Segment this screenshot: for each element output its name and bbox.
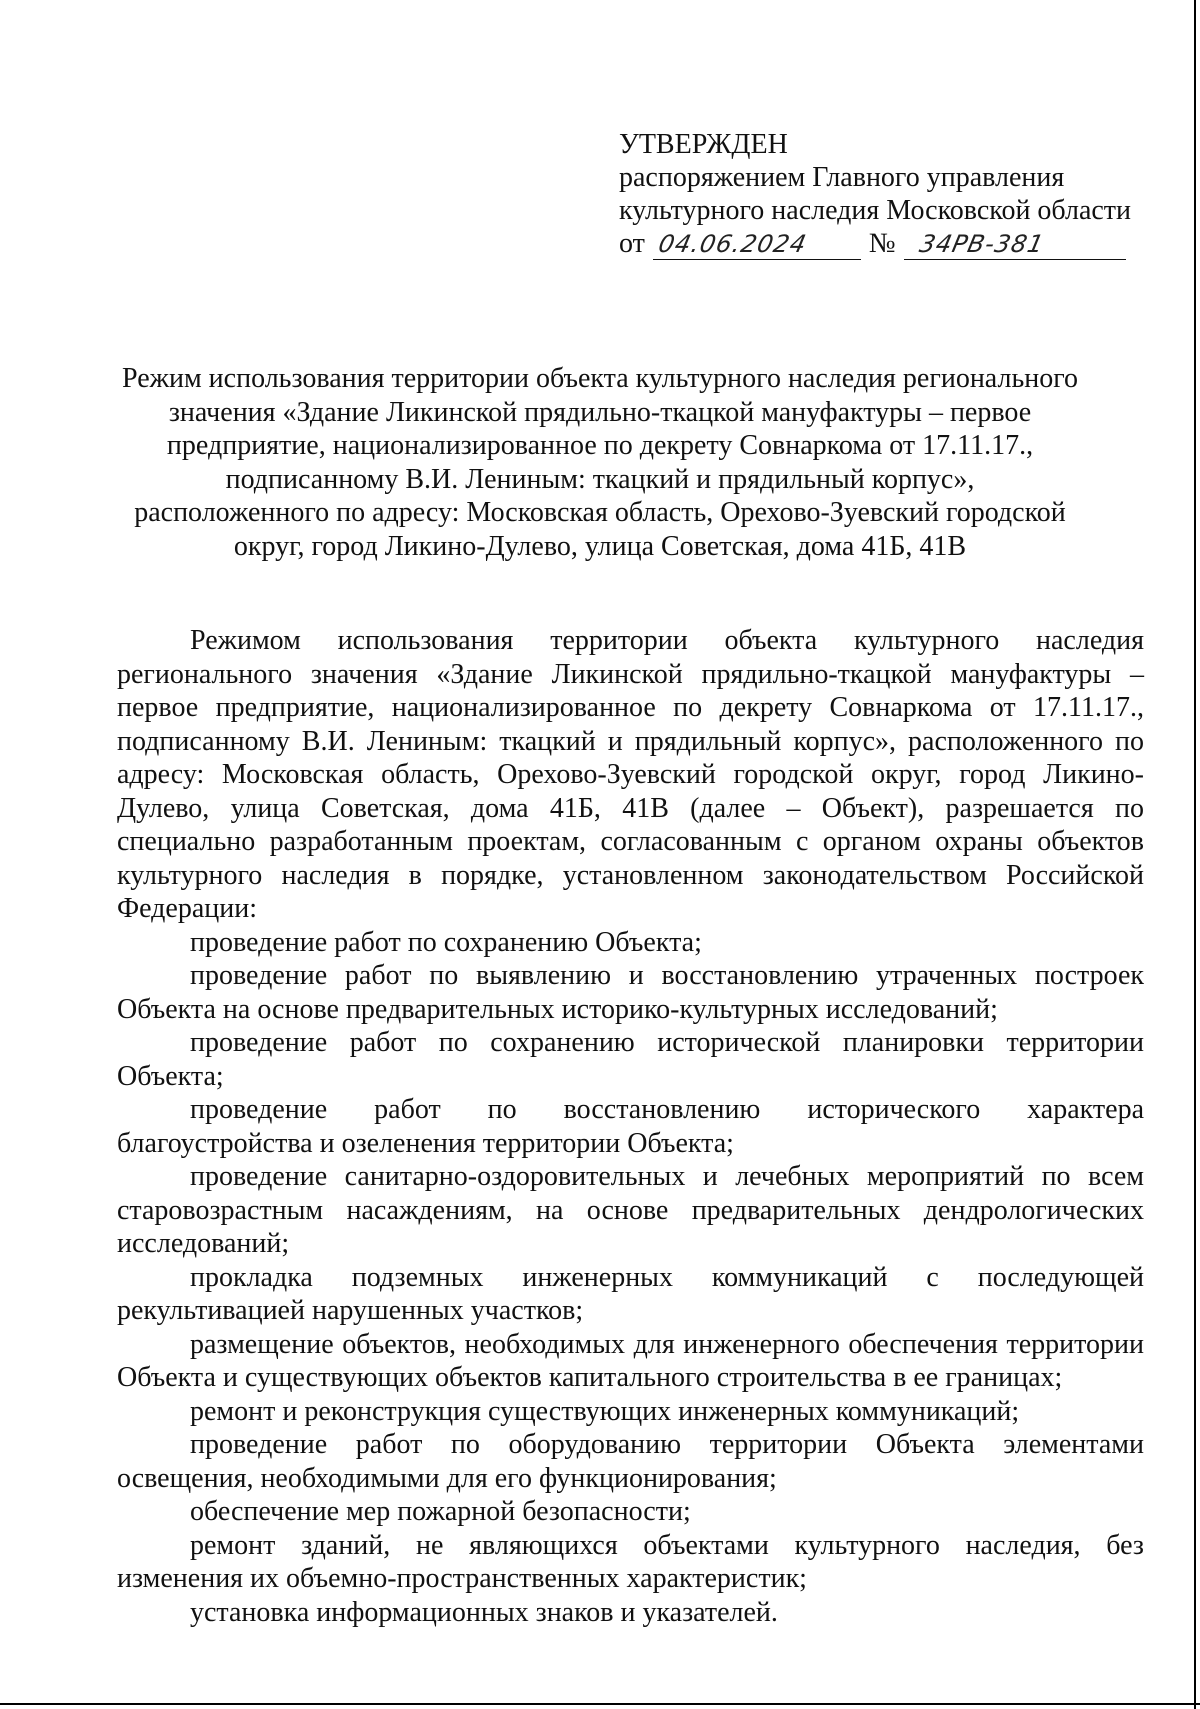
list-item: прокладка подземных инженерных коммуникаций с последующей рекультивацией нарушенных участков;: [117, 1261, 1144, 1326]
list-item: установка информационных знаков и указателей.: [190, 1596, 778, 1628]
approval-line-1: распоряжением Главного управления: [619, 162, 1065, 193]
heading-line: округ, город Ликино-Дулево, улица Советская, дома 41Б, 41В: [233, 530, 967, 562]
approval-title: УТВЕРЖДЕН: [619, 129, 788, 160]
heading-line: предприятие, национализированное по декрету Совнаркома от 17.11.17.,: [166, 430, 1034, 461]
approval-date-number-row: [619, 227, 1179, 260]
list-item: ремонт зданий, не являющихся объектами культурного наследия, без изменения их объемно-пространственных характеристик;: [117, 1529, 1144, 1594]
number-prefix: №: [868, 228, 896, 259]
approval-line-2: культурного наследия Московской области: [619, 195, 1132, 226]
list-item: проведение работ по оборудованию территории Объекта элементами освещения, необходимыми для его функционирования;: [117, 1429, 1144, 1494]
number-handwritten: 34РВ-381: [916, 230, 1047, 258]
heading-line: расположенного по адресу: Московская область, Орехово-Зуевский городской: [134, 497, 1066, 528]
number-field: [904, 230, 1126, 260]
document-body: [117, 624, 1144, 1629]
heading-line: значения «Здание Ликинской прядильно-ткацкой мануфактуры – первое: [168, 396, 1032, 428]
heading-line: подписанному В.И. Лениным: ткацкий и прядильный корпус»,: [225, 463, 975, 495]
scan-edge-right: [1194, 0, 1196, 1709]
list-item: проведение работ по сохранению Объекта;: [190, 926, 702, 958]
intro-paragraph: Режимом использования территории объекта культурного наследия регионального значения «Здание Ликинской прядильно-ткацкой мануфактуры – первое предприятие, национализированное по декрету Совнаркома от 17.11.17., подписанному В.И. Лениным: ткацкий и прядильный корпус», расположенного по адресу: Московская область, Орехово-Зуевский городской округ, город Ликино-Дулево, улица Советская, дома 41Б, 41В (далее – Объект), разрешается по специально разработанным проектам, согласованным с органом охраны объектов культурного наследия в порядке, установленном законодательством Российской Федерации:: [117, 625, 1144, 924]
date-handwritten: 04.06.2024: [655, 230, 810, 258]
list-item: проведение работ по сохранению исторической планировки территории Объекта;: [117, 1027, 1144, 1092]
list-item: проведение санитарно-оздоровительных и лечебных мероприятий по всем старовозрастным насаждениям, на основе предварительных дендрологических исследований;: [117, 1161, 1144, 1259]
list-item: обеспечение мер пожарной безопасности;: [190, 1496, 691, 1527]
scan-edge-bottom: [0, 1703, 1200, 1705]
list-item: проведение работ по восстановлению исторического характера благоустройства и озеленения территории Объекта;: [117, 1094, 1144, 1159]
list-item: размещение объектов, необходимых для инженерного обеспечения территории Объекта и существующих объектов капитального строительства в ее границах;: [117, 1328, 1144, 1393]
date-field: [653, 230, 861, 260]
date-prefix: от: [619, 228, 645, 259]
document-heading: [120, 362, 1080, 563]
approval-block: [619, 128, 1179, 260]
list-item: проведение работ по выявлению и восстановлению утраченных построек Объекта на основе предварительных историко-культурных исследований;: [117, 960, 1144, 1025]
list-item: ремонт и реконструкция существующих инженерных коммуникаций;: [190, 1395, 1020, 1427]
heading-line: Режим использования территории объекта культурного наследия регионального: [122, 363, 1078, 394]
